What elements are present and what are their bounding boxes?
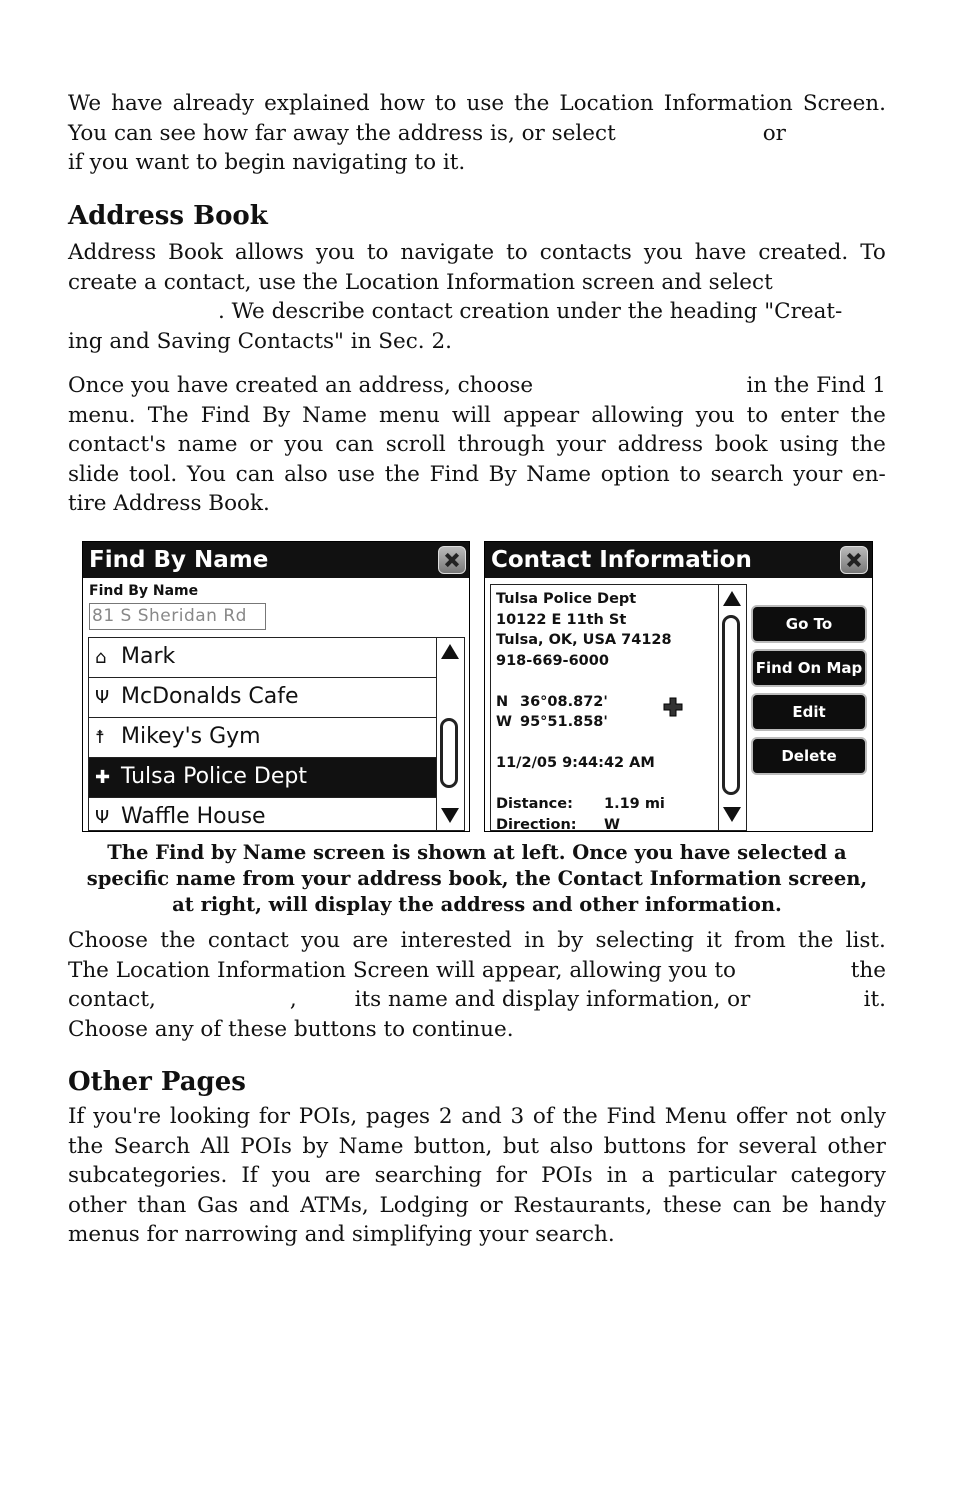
choose-line-2a: The Location Information Screen will appear, allowing you to [68, 957, 736, 983]
word: menu. [68, 402, 136, 428]
list-item[interactable] [89, 638, 464, 678]
contact-screen-title: Contact Information [491, 547, 752, 573]
word: Choose [68, 928, 148, 953]
word: button, [413, 1133, 493, 1159]
word: menu [378, 402, 440, 428]
find-field-label: Find By Name [89, 583, 199, 599]
contact-details [490, 584, 747, 831]
word: your [556, 432, 606, 458]
word: enter [780, 402, 839, 428]
choose-line-3c: its name and display information, or [354, 987, 751, 1013]
word: Screen. [802, 91, 886, 116]
list-item-selected[interactable] [89, 758, 464, 798]
word: other [827, 1133, 886, 1159]
find-on-map-button[interactable]: Find On Map [751, 649, 867, 687]
word: buttons [603, 1133, 687, 1159]
word: you [695, 402, 735, 428]
word: Name [526, 461, 592, 487]
contact-list [88, 637, 465, 831]
lon-prefix: W [496, 714, 512, 730]
word: the [562, 1104, 598, 1129]
word: but [502, 1133, 540, 1159]
fork-knife-icon: Ψ [95, 687, 110, 708]
other-pages-paragraph [68, 1102, 886, 1250]
word: how [379, 91, 425, 116]
word: Find [606, 1104, 656, 1129]
word: ATMs, [300, 1192, 369, 1218]
cross-icon: ✚ [95, 767, 111, 788]
word: particular [668, 1163, 777, 1189]
word: the [384, 461, 420, 487]
word: Name [338, 1133, 404, 1159]
list-item[interactable] [89, 798, 464, 831]
word: the [514, 91, 550, 116]
ab-p2-line-5: tire Address Book. [68, 491, 270, 517]
details-scrollbar[interactable] [718, 585, 746, 830]
word: to [746, 402, 769, 428]
list-item-label: McDonalds Cafe [121, 684, 299, 709]
word: and [461, 1104, 502, 1129]
contact-information-screen [484, 541, 873, 832]
word: only [840, 1104, 886, 1129]
word: selecting [595, 928, 694, 953]
word: than [137, 1192, 187, 1218]
word: Gas [197, 1192, 239, 1218]
word: to [679, 461, 701, 487]
word: Information [663, 91, 793, 116]
choose-line-3b: , [289, 987, 297, 1013]
word: it [706, 928, 722, 953]
intro-line-2-or: or [762, 120, 786, 146]
caption-line-3: at right, will display the address and other information. [172, 893, 782, 916]
go-to-button[interactable]: Go To [751, 605, 867, 643]
word: these [662, 1192, 722, 1218]
word: To [860, 240, 886, 265]
word: subcategories. [68, 1163, 228, 1189]
contact-city: Tulsa, OK, USA 74128 [496, 632, 672, 648]
word: Search [113, 1133, 191, 1159]
word: allows [234, 240, 304, 265]
word: in [606, 1163, 628, 1189]
word: the [850, 432, 886, 458]
find-screen-titlebar [83, 542, 469, 578]
word: and [248, 1192, 290, 1218]
word: search [710, 461, 784, 487]
word: have [111, 91, 163, 116]
word: We [68, 91, 102, 116]
word: already [172, 91, 255, 116]
word: in [524, 928, 545, 953]
police-cross-icon [663, 697, 683, 717]
word: from [734, 928, 786, 953]
word: 2 [438, 1104, 453, 1129]
word: If [68, 1104, 85, 1129]
word: use [466, 91, 505, 116]
search-input[interactable]: 81 S Sheridan Rd [89, 603, 266, 630]
choose-line-3a: contact, [68, 987, 156, 1013]
word: tool. [128, 461, 178, 487]
word: for [258, 1104, 291, 1129]
list-item[interactable] [89, 718, 464, 758]
word: Menu [664, 1104, 728, 1129]
person-icon: ☨ [95, 727, 105, 748]
word: can [732, 1192, 772, 1218]
other-pages-heading: Other Pages [68, 1067, 246, 1097]
op-line-5: menus for narrowing and simplifying your search. [68, 1222, 615, 1248]
address-book-paragraph-1 [68, 238, 886, 356]
word: explained [264, 91, 370, 116]
longitude: 95°51.858' [520, 714, 608, 730]
scroll-up-icon[interactable] [721, 588, 743, 610]
word: can [235, 461, 275, 487]
scroll-thumb[interactable] [722, 615, 740, 795]
word: POIs [240, 1133, 292, 1159]
word: en- [851, 461, 886, 487]
word: handy [819, 1192, 886, 1218]
scroll-down-icon[interactable] [721, 803, 743, 825]
word: Name [302, 402, 367, 428]
word: option [600, 461, 670, 487]
list-item-label: Mark [121, 644, 176, 669]
word: If [241, 1163, 258, 1189]
word: category [790, 1163, 886, 1189]
word: for [495, 1163, 528, 1189]
word: Lodging [379, 1192, 469, 1218]
word: are [324, 1163, 361, 1189]
word: looking [169, 1104, 251, 1129]
intro-line-3: if you want to begin navigating to it. [68, 150, 466, 176]
ab-p1-line-3: . We describe contact creation under the heading "Creat- [218, 299, 843, 325]
list-item-label: Mikey's Gym [121, 724, 261, 749]
word: not [795, 1104, 832, 1129]
scroll-up-icon[interactable] [439, 641, 461, 663]
word: be [782, 1192, 809, 1218]
close-icon[interactable] [840, 546, 868, 574]
address-book-paragraph-2 [68, 371, 886, 519]
word: pages [365, 1104, 431, 1129]
fork-knife-icon: Ψ [95, 807, 110, 828]
word: you [271, 1163, 311, 1189]
word: All [200, 1133, 230, 1159]
word: the [68, 1133, 104, 1159]
intro-paragraph [68, 89, 886, 178]
word: you're [93, 1104, 162, 1129]
word: to [434, 91, 457, 116]
word: the [798, 928, 834, 953]
word: you [315, 240, 355, 265]
caption-line-2: specific name from your address book, the Contact Information screen, [86, 867, 868, 890]
word: offer [735, 1104, 788, 1129]
direction-label: Direction: [496, 816, 577, 831]
word: to [506, 240, 528, 265]
scroll-down-icon[interactable] [439, 804, 461, 826]
intro-line-2: You can see how far away the address is, or select [68, 120, 616, 146]
word: are [352, 928, 389, 953]
word: your [793, 461, 843, 487]
direction-value: W [604, 816, 620, 831]
ab-p2-line-1b: in the Find 1 [746, 373, 886, 398]
list-item-label: Waffle House [121, 804, 266, 829]
choose-line-3d: it. [863, 987, 886, 1013]
close-icon[interactable] [438, 546, 466, 574]
word: by [557, 928, 584, 953]
word: using [779, 432, 839, 458]
word: several [738, 1133, 817, 1159]
word: Restaurants, [513, 1192, 653, 1218]
word: POIs, [298, 1104, 358, 1129]
word: use [337, 461, 376, 487]
latitude: 36°08.872' [520, 693, 608, 710]
word: for [696, 1133, 728, 1159]
word: You [186, 461, 226, 487]
word: POIs [541, 1163, 593, 1189]
distance-value: 1.19 mi [604, 796, 665, 812]
word: interested [400, 928, 512, 953]
address-book-heading: Address Book [68, 201, 268, 231]
word: Book [168, 240, 223, 265]
word: to [366, 240, 389, 265]
word: searching [374, 1163, 482, 1189]
word: other [68, 1192, 127, 1218]
lat-prefix: N [496, 693, 509, 710]
word: Location [559, 91, 654, 116]
word: navigate [400, 240, 495, 265]
word: can [335, 432, 374, 458]
word: By [488, 461, 517, 487]
word: you [301, 928, 341, 953]
find-by-name-screen [82, 541, 470, 832]
word: contacts [539, 240, 632, 265]
word: appear [502, 402, 580, 428]
distance-label: Distance: [496, 796, 573, 812]
contact-name: Tulsa Police Dept [496, 591, 637, 607]
word: Find [200, 402, 251, 428]
caption-line-1: The Find by Name screen is shown at left. Once you have selected a [107, 841, 847, 864]
word: By [262, 402, 291, 428]
word: slide [68, 461, 120, 487]
word: a [641, 1163, 655, 1189]
contact-phone: 918-669-6000 [496, 652, 609, 669]
ab-p1-line-2: create a contact, use the Location Information screen and select [68, 269, 773, 295]
word: scroll [385, 432, 446, 458]
word: 3 [510, 1104, 525, 1129]
word: book [714, 432, 768, 458]
choose-line-2b: the [850, 957, 886, 983]
find-screen-title: Find By Name [89, 547, 269, 573]
word: you [643, 240, 683, 265]
word: the [160, 928, 196, 953]
word: created. [758, 240, 849, 265]
choose-line-4: Choose any of these buttons to continue. [68, 1016, 514, 1042]
word: allowing [591, 402, 684, 428]
list-scrollbar[interactable] [436, 638, 464, 830]
word: The [147, 402, 189, 428]
list-item[interactable] [89, 678, 464, 718]
word: also [549, 1133, 594, 1159]
word: address [617, 432, 704, 458]
word: through [457, 432, 545, 458]
word: you [284, 432, 324, 458]
figure-caption [68, 840, 886, 918]
word: contact [207, 928, 289, 953]
word: or [249, 432, 273, 458]
word: will [451, 402, 491, 428]
contact-screen-titlebar [485, 542, 872, 578]
house-icon: ⌂ [95, 647, 107, 668]
word: also [284, 461, 328, 487]
word: by [302, 1133, 329, 1159]
word: contact's [68, 432, 166, 458]
contact-street: 10122 E 11th St [496, 611, 627, 628]
ab-p2-line-1a: Once you have created an address, choose [68, 373, 534, 398]
scroll-thumb[interactable] [440, 718, 458, 788]
contact-timestamp: 11/2/05 9:44:42 AM [496, 755, 655, 771]
choose-paragraph [68, 926, 886, 1044]
word: list. [845, 928, 886, 953]
word: name [177, 432, 238, 458]
delete-button[interactable]: Delete [751, 737, 867, 775]
word: Address [68, 240, 157, 265]
list-item-label: Tulsa Police Dept [121, 764, 307, 789]
word: the [850, 402, 886, 428]
word: Find [429, 461, 479, 487]
word: or [479, 1192, 503, 1218]
word: of [532, 1104, 554, 1129]
edit-button[interactable]: Edit [751, 693, 867, 731]
ab-p1-line-4: ing and Saving Contacts" in Sec. 2. [68, 328, 452, 354]
word: have [694, 240, 747, 265]
